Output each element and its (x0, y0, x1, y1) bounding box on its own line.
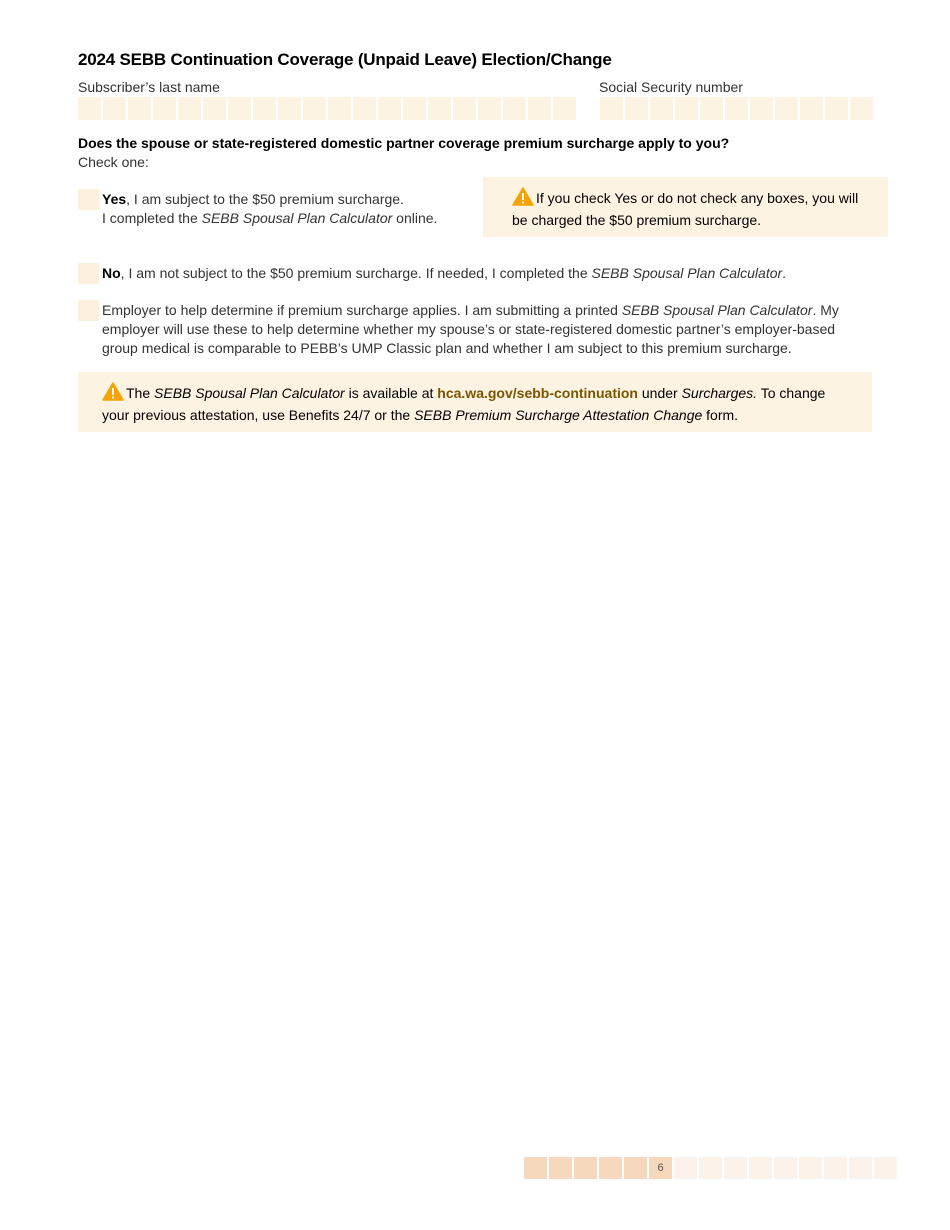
page-tab (699, 1157, 722, 1179)
yes-text: , I am subject to the $50 premium surcharge. (126, 191, 404, 207)
info-surcharges: Surcharges. (681, 385, 758, 401)
yes-line2-b: online. (392, 210, 438, 226)
char-box[interactable] (153, 97, 176, 120)
employer-checkbox[interactable] (78, 300, 99, 321)
no-calculator: SEBB Spousal Plan Calculator (591, 265, 783, 281)
char-box[interactable] (428, 97, 451, 120)
char-box[interactable] (303, 97, 326, 120)
yes-checkbox[interactable] (78, 189, 99, 210)
no-text: , I am not subject to the $50 premium surcharge. If needed, I completed the (120, 265, 592, 281)
page-tab (549, 1157, 572, 1179)
char-box[interactable] (203, 97, 226, 120)
yes-warning-callout (483, 177, 888, 237)
char-box[interactable] (600, 97, 623, 120)
surcharge-question: Does the spouse or state-registered domestic partner coverage premium surcharge apply to you? (78, 135, 730, 151)
char-box[interactable] (253, 97, 276, 120)
info-attestation-form: SEBB Premium Surcharge Attestation Change (414, 407, 703, 423)
last-name-input[interactable] (78, 97, 576, 120)
employer-calculator: SEBB Spousal Plan Calculator (621, 302, 813, 318)
page-indicator (524, 1157, 897, 1179)
char-box[interactable] (553, 97, 576, 120)
page-tab (524, 1157, 547, 1179)
check-one-instruction: Check one: (78, 154, 149, 170)
page-tab (724, 1157, 747, 1179)
char-box[interactable] (353, 97, 376, 120)
last-name-label: Subscriber’s last name (78, 79, 220, 95)
yes-warning-text: If you check Yes or do not check any boxes, you will be charged the $50 premium surcharge. (512, 190, 859, 228)
char-box[interactable] (228, 97, 251, 120)
char-box[interactable] (403, 97, 426, 120)
ssn-label: Social Security number (599, 79, 743, 95)
warning-icon (512, 187, 534, 211)
info-text-b: is available at (344, 385, 438, 401)
page-tab (749, 1157, 772, 1179)
char-box[interactable] (700, 97, 723, 120)
page-tab (624, 1157, 647, 1179)
info-text-a: The (126, 385, 155, 401)
char-box[interactable] (178, 97, 201, 120)
page-tab (849, 1157, 872, 1179)
page-tab (799, 1157, 822, 1179)
char-box[interactable] (128, 97, 151, 120)
page-number: 6 (649, 1157, 672, 1179)
char-box[interactable] (453, 97, 476, 120)
char-box[interactable] (278, 97, 301, 120)
info-text-d: To change your previous attestation, use Benefits 24/7 or the (102, 385, 826, 423)
char-box[interactable] (328, 97, 351, 120)
info-calculator: SEBB Spousal Plan Calculator (154, 385, 345, 401)
char-box[interactable] (503, 97, 526, 120)
yes-line2-a: I completed the (102, 210, 202, 226)
char-box[interactable] (650, 97, 673, 120)
yes-option-label (102, 190, 437, 228)
char-box[interactable] (625, 97, 648, 120)
employer-option-label (102, 301, 847, 358)
page-tab (824, 1157, 847, 1179)
page-tab (774, 1157, 797, 1179)
form-title: 2024 SEBB Continuation Coverage (Unpaid Leave) Election/Change (78, 50, 612, 69)
yes-bold: Yes (102, 191, 127, 207)
char-box[interactable] (78, 97, 101, 120)
char-box[interactable] (528, 97, 551, 120)
char-box[interactable] (775, 97, 798, 120)
no-option-label (102, 264, 786, 283)
char-box[interactable] (750, 97, 773, 120)
page-tab (674, 1157, 697, 1179)
char-box[interactable] (478, 97, 501, 120)
employer-text-b: . My employer will use these to help determine whether my spouse’s or state-registered domestic partner’s employer-based group medical is comparable to PEBB’s UMP Classic plan and whether I am subject to this premium surcharge. (102, 302, 839, 356)
char-box[interactable] (850, 97, 873, 120)
char-box[interactable] (378, 97, 401, 120)
no-bold: No (102, 265, 121, 281)
char-box[interactable] (800, 97, 823, 120)
char-box[interactable] (675, 97, 698, 120)
ssn-input[interactable] (600, 97, 873, 120)
yes-calculator: SEBB Spousal Plan Calculator (201, 210, 393, 226)
page-tab (874, 1157, 897, 1179)
char-box[interactable] (725, 97, 748, 120)
info-text-e: form. (702, 407, 739, 423)
sebb-continuation-link[interactable]: hca.wa.gov/sebb-continuation (437, 385, 638, 401)
info-text-c: under (637, 385, 682, 401)
page-tab (599, 1157, 622, 1179)
no-checkbox[interactable] (78, 263, 99, 284)
page-tab (574, 1157, 597, 1179)
char-box[interactable] (103, 97, 126, 120)
employer-text-a: Employer to help determine if premium surcharge applies. I am submitting a printed (102, 302, 622, 318)
char-box[interactable] (825, 97, 848, 120)
warning-icon (102, 382, 124, 406)
info-callout (78, 372, 872, 432)
no-end: . (782, 265, 787, 281)
